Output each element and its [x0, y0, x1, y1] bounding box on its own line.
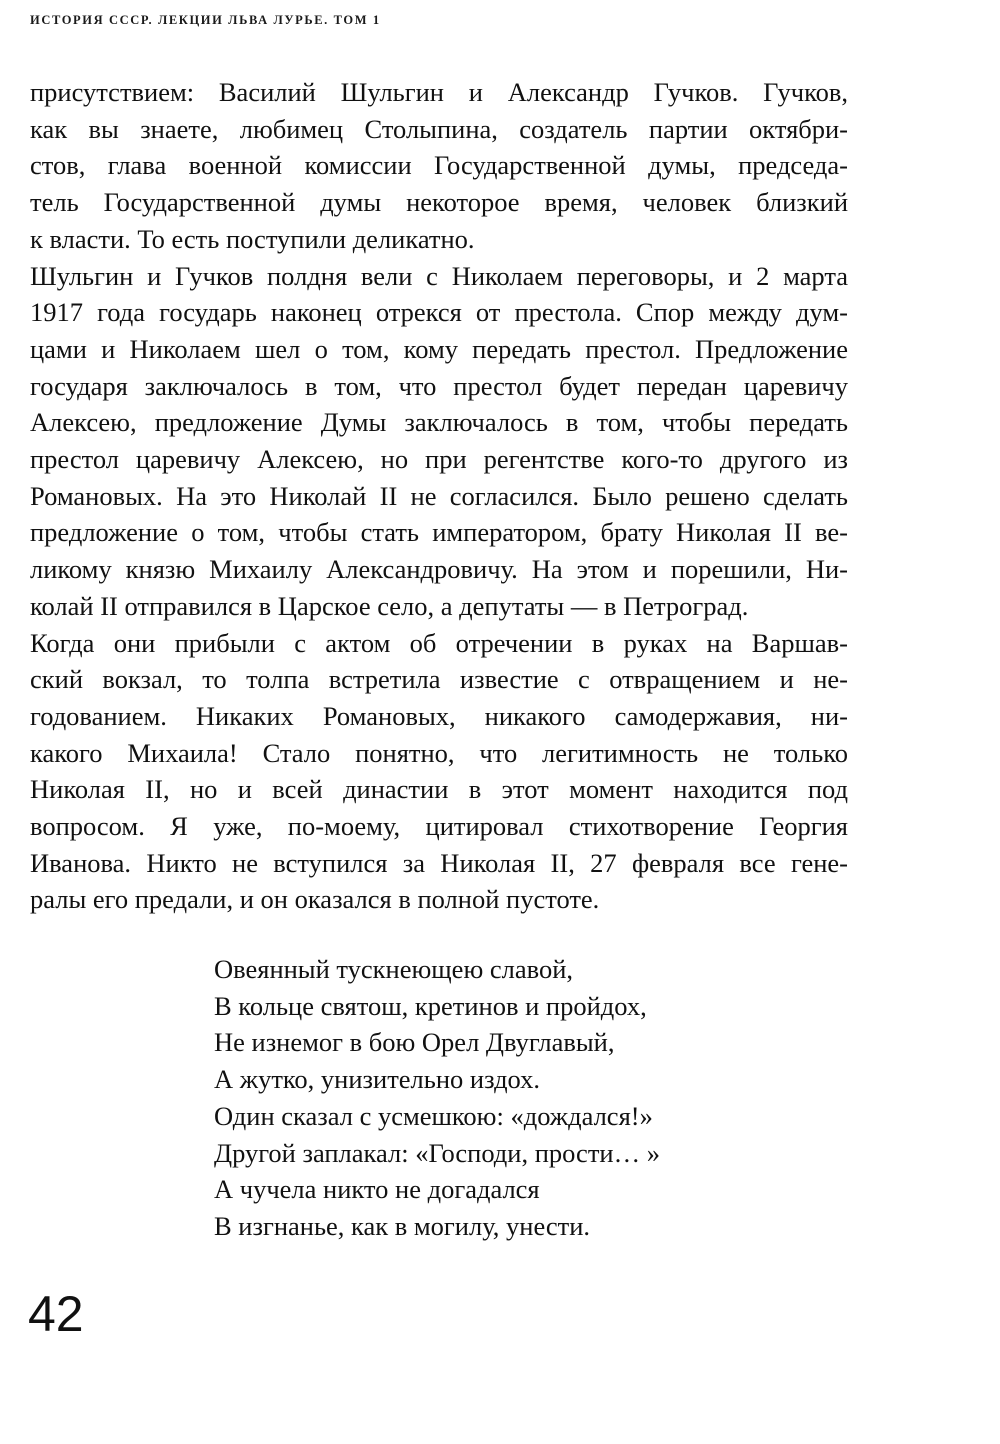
text-line: какого Михаила! Стало понятно, что легитимность не только [30, 737, 848, 768]
body-text [30, 74, 848, 918]
text-line: ский вокзал, то толпа встретила известие с отвращением и не- [30, 664, 848, 695]
poem-line: Овеянный тускнеющею славой, [214, 954, 574, 984]
text-line: присутствием: Василий Шульгин и Александр Гучков. Гучков, [30, 77, 848, 107]
text-line: Шульгин и Гучков полдня вели с Николаем переговоры, и 2 марта [30, 260, 848, 291]
page-number: 42 [28, 1286, 84, 1342]
text-line: годованием. Никаких Романовых, никакого самодержавия, ни- [30, 700, 848, 731]
text-line: как вы знаете, любимец Столыпина, создатель партии октябри- [30, 113, 848, 144]
text-line: цами и Николаем шел о том, кому передать престол. Предложение [30, 333, 848, 364]
text-line: престол царевичу Алексею, но при регентстве кого-то другого из [30, 444, 848, 475]
text-line: ралы его предали, и он оказался в полной пустоте. [30, 884, 600, 915]
text-line: Иванова. Никто не вступился за Николая II, 27 февраля все гене- [30, 847, 848, 878]
running-header: ИСТОРИЯ СССР. ЛЕКЦИИ ЛЬВА ЛУРЬЕ. ТОМ 1 [30, 13, 381, 27]
text-line: тель Государственной думы некоторое время, человек близкий [30, 187, 848, 218]
text-line: государя заключалось в том, что престол будет передан царевичу [30, 370, 848, 401]
text-line: стов, глава военной комиссии Государственной думы, председа- [30, 150, 848, 181]
poem-line: А жутко, унизительно издох. [214, 1064, 541, 1095]
text-line: 1917 года государь наконец отрекся от престола. Спор между дум- [30, 297, 848, 328]
text-line: Николая II, но и всей династии в этот момент находится под [30, 774, 848, 805]
text-line: к власти. То есть поступили деликатно. [30, 223, 475, 254]
text-line: колай II отправился в Царское село, а депутаты — в Петроград. [30, 590, 749, 621]
text-line: предложение о том, чтобы стать императором, брату Николая II ве- [30, 517, 848, 548]
poem-line: В кольце святош, кретинов и пройдох, [214, 990, 647, 1021]
poem-block [214, 951, 660, 1245]
poem-line: В изгнанье, как в могилу, унести. [214, 1210, 591, 1241]
text-line: Романовых. На это Николай II не согласился. Было решено сделать [30, 480, 848, 511]
poem-line: А чучела никто не догадался [214, 1174, 540, 1205]
text-line: вопросом. Я уже, по-моему, цитировал стихотворение Георгия [30, 811, 848, 842]
text-line: ликому князю Михаилу Александровичу. На этом и порешили, Ни- [30, 554, 848, 585]
poem-line: Не изнемог в бою Орел Двуглавый, [214, 1027, 615, 1058]
text-line: Когда они прибыли с актом об отречении в руках на Варшав- [30, 627, 848, 658]
poem-line: Один сказал с усмешкою: «дождался!» [214, 1100, 653, 1131]
text-line: Алексею, предложение Думы заключалось в том, чтобы передать [30, 407, 848, 438]
poem-line: Другой заплакал: «Господи, прости… » [214, 1137, 660, 1168]
